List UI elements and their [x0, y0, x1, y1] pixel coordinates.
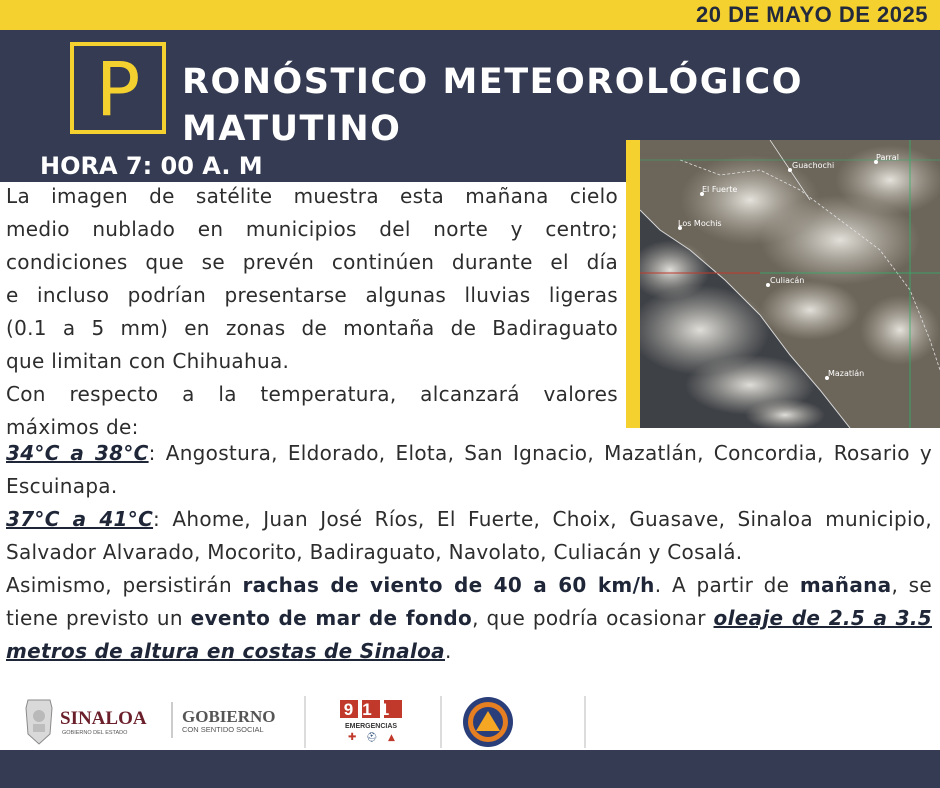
fire-icon: ▲ [388, 733, 395, 743]
title-initial-box [70, 42, 166, 134]
gobierno-logo-subtext: CON SENTIDO SOCIAL [182, 725, 264, 734]
map-label-culiacan: Culiacán [770, 276, 805, 285]
wind-text: , se tiene previsto un [6, 573, 933, 630]
logos-graphic [0, 694, 600, 750]
bottom-bar [0, 750, 940, 788]
intro-line: e incluso podrían presentarse algunas lluvias ligeras [6, 283, 618, 307]
sinaloa-logo-text: SINALOA [60, 708, 147, 729]
gobierno-logo-text: GOBIERNO [182, 707, 276, 726]
intro-line: Con respecto a la temperatura, alcanzará valores [6, 382, 618, 406]
cross-icon: ✚ [348, 732, 357, 743]
intro-paragraph [6, 180, 618, 444]
page-title-line2: MATUTINO [182, 109, 402, 149]
intro-line: medio nublado en municipios del norte y centro; [6, 217, 618, 241]
wind-text: Asimismo, persistirán [6, 573, 243, 597]
sea-text: . [444, 639, 452, 663]
sea-text: , que podría ocasionar [472, 606, 714, 630]
911-number: 911 [343, 700, 399, 719]
map-label-parral: Parral [876, 153, 899, 162]
sinaloa-logo-subtext: GOBIERNO DEL ESTADO [62, 730, 128, 736]
intro-line: condiciones que se prevén continúen durante el día [6, 250, 618, 274]
wind-text: . A partir de [654, 573, 800, 597]
sinaloa-shield-icon [26, 700, 52, 744]
temperature-range-2 [6, 503, 932, 569]
tomorrow-highlight: mañana [799, 573, 892, 597]
temperature-and-wind-section [6, 437, 932, 668]
range-1-places: : Angostura, Eldorado, Elota, San Ignacio, Mazatlán, Concordia, Rosario y Escuinapa. [6, 441, 932, 498]
map-label-el-fuerte: El Fuerte [702, 185, 738, 194]
map-label-mazatlan: Mazatlán [828, 369, 865, 378]
wind-gusts: rachas de viento de 40 a 60 km/h [242, 573, 655, 597]
forecast-hour: HORA 7: 00 A. M [40, 152, 263, 180]
range-2-label: 37°C a 41°C [6, 507, 154, 531]
intro-line: máximos de: [6, 415, 139, 439]
range-2-places: : Ahome, Juan José Ríos, El Fuerte, Choix, Guasave, Sinaloa municipio, Salvador Alvarado, Mocorito, Badiraguato, Navolato, Culiacán y Cosalá. [6, 507, 932, 564]
satellite-image [640, 140, 940, 428]
swell-event: evento de mar de fondo [190, 606, 473, 630]
temperature-range-1 [6, 437, 932, 503]
range-1-label: 34°C a 38°C [6, 441, 149, 465]
title-initial: P [95, 47, 141, 133]
proteccion-civil-seal-icon [463, 697, 513, 747]
institutional-logos [0, 694, 600, 750]
map-label-guachochi: Guachochi [792, 161, 835, 170]
satellite-map-graphic [640, 140, 940, 428]
report-date: 20 DE MAYO DE 2025 [696, 2, 928, 27]
intro-line: que limitan con Chihuahua. [6, 349, 290, 373]
police-cap-icon: ⛑ [366, 733, 378, 743]
map-label-los-mochis: Los Mochis [678, 219, 722, 228]
intro-line: (0.1 a 5 mm) en zonas de montaña de Badiraguato [6, 316, 618, 340]
page-title-line1: RONÓSTICO METEOROLÓGICO [182, 62, 803, 102]
wind-and-sea-paragraph [6, 569, 932, 668]
intro-line: La imagen de satélite muestra esta mañana cielo [6, 184, 618, 208]
emergencias-911-logo [340, 700, 402, 743]
top-date-bar [0, 0, 940, 30]
emergencias-text: EMERGENCIAS [344, 723, 398, 730]
wave-height-warning: oleaje de 2.5 a 3.5 metros de altura en costas de Sinaloa [6, 606, 932, 663]
